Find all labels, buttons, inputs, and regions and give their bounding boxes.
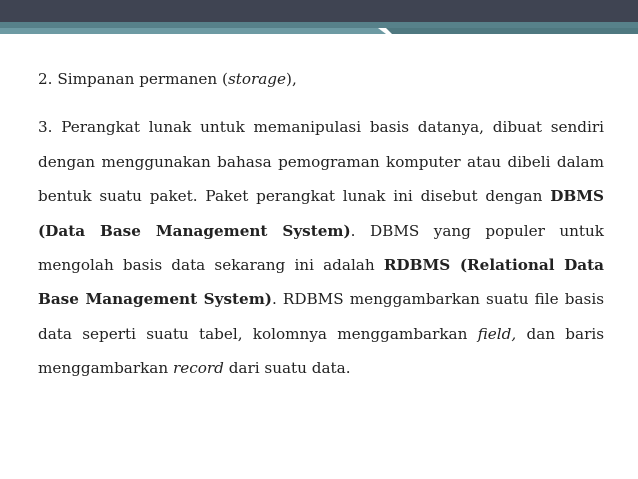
item2-italic: storage xyxy=(227,70,287,88)
accent-band xyxy=(0,22,638,34)
list-item-software xyxy=(38,110,604,385)
item3-text-4: dan baris menggambarkan xyxy=(38,324,604,378)
item2-suffix: ), xyxy=(286,70,297,88)
slide-body xyxy=(38,62,604,386)
item3-bold-rdbms: RDBMS (Relational Data Base Management System) xyxy=(38,256,605,309)
item3-italic-field: field, xyxy=(477,324,517,343)
item3-text-5: dari suatu data. xyxy=(223,359,351,378)
item2-prefix: 2. Simpanan permanen ( xyxy=(38,70,228,88)
list-item-storage xyxy=(38,62,604,96)
item3-text-1: 3. Perangkat lunak untuk memanipulasi basis datanya, dibuat sendiri dengan menggunakan bahasa pemograman komputer atau dibeli dalam bentuk suatu paket. Paket perangkat lunak ini disebut dengan xyxy=(38,118,604,206)
title-bar xyxy=(0,0,638,22)
item3-text-2: . DBMS yang populer untuk mengolah basis data sekarang ini adalah xyxy=(38,221,604,275)
item3-bold-dbms: DBMS (Data Base Management System) xyxy=(38,187,604,240)
item3-text-3: . RDBMS menggambarkan suatu file basis data seperti suatu tabel, kolomnya menggambarkan xyxy=(38,290,604,343)
item3-italic-record: record xyxy=(172,359,224,378)
